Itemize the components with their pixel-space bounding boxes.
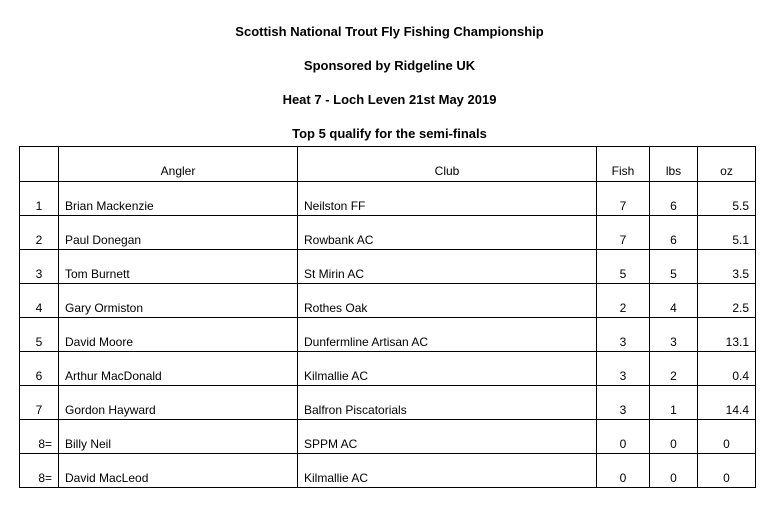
oz-cell: 3.5 [698, 250, 756, 284]
fish-cell: 0 [597, 420, 650, 454]
club-cell: Rothes Oak [298, 284, 597, 318]
page-title: Scottish National Trout Fly Fishing Championship [235, 24, 544, 39]
table-row [20, 284, 756, 318]
oz-cell: 5.1 [698, 216, 756, 250]
angler-cell: Arthur MacDonald [59, 352, 298, 386]
position-cell: 8= [20, 420, 59, 454]
column-header-angler: Angler [59, 147, 298, 182]
lbs-cell: 5 [650, 250, 698, 284]
position-cell: 2 [20, 216, 59, 250]
position-cell: 4 [20, 284, 59, 318]
club-cell: SPPM AC [298, 420, 597, 454]
lbs-cell: 4 [650, 284, 698, 318]
club-cell: Rowbank AC [298, 216, 597, 250]
position-cell: 3 [20, 250, 59, 284]
table-row [20, 318, 756, 352]
club-cell: Neilston FF [298, 182, 597, 216]
column-header-oz: oz [698, 147, 756, 182]
lbs-cell: 6 [650, 216, 698, 250]
oz-cell: 5.5 [698, 182, 756, 216]
position-cell: 5 [20, 318, 59, 352]
table-row [20, 216, 756, 250]
fish-cell: 2 [597, 284, 650, 318]
fish-cell: 7 [597, 216, 650, 250]
table-row [20, 454, 756, 488]
position-cell: 6 [20, 352, 59, 386]
oz-cell: 0 [698, 420, 756, 454]
oz-cell: 13.1 [698, 318, 756, 352]
oz-cell: 2.5 [698, 284, 756, 318]
lbs-cell: 3 [650, 318, 698, 352]
column-header-lbs: lbs [650, 147, 698, 182]
lbs-cell: 2 [650, 352, 698, 386]
angler-cell: Billy Neil [59, 420, 298, 454]
sponsor-line: Sponsored by Ridgeline UK [303, 58, 476, 73]
results-table [19, 146, 756, 488]
table-row [20, 250, 756, 284]
position-cell: 1 [20, 182, 59, 216]
oz-cell: 14.4 [698, 386, 756, 420]
club-cell: Kilmallie AC [298, 352, 597, 386]
lbs-cell: 6 [650, 182, 698, 216]
lbs-cell: 0 [650, 454, 698, 488]
angler-cell: David MacLeod [59, 454, 298, 488]
angler-cell: Paul Donegan [59, 216, 298, 250]
angler-cell: Brian Mackenzie [59, 182, 298, 216]
column-header-club: Club [298, 147, 597, 182]
fish-cell: 0 [597, 454, 650, 488]
table-row [20, 386, 756, 420]
table-row [20, 182, 756, 216]
position-cell: 8= [20, 454, 59, 488]
angler-cell: Tom Burnett [59, 250, 298, 284]
fish-cell: 3 [597, 318, 650, 352]
fish-cell: 7 [597, 182, 650, 216]
club-cell: Dunfermline Artisan AC [298, 318, 597, 352]
heat-line: Heat 7 - Loch Leven 21st May 2019 [282, 92, 497, 107]
table-row [20, 420, 756, 454]
table-header-row [20, 147, 756, 182]
qualify-note: Top 5 qualify for the semi-finals [292, 126, 487, 141]
club-cell: Balfron Piscatorials [298, 386, 597, 420]
table-row [20, 352, 756, 386]
angler-cell: Gary Ormiston [59, 284, 298, 318]
fish-cell: 5 [597, 250, 650, 284]
lbs-cell: 0 [650, 420, 698, 454]
angler-cell: Gordon Hayward [59, 386, 298, 420]
lbs-cell: 1 [650, 386, 698, 420]
club-cell: St Mirin AC [298, 250, 597, 284]
column-header-position [20, 147, 59, 182]
oz-cell: 0.4 [698, 352, 756, 386]
oz-cell: 0 [698, 454, 756, 488]
fish-cell: 3 [597, 352, 650, 386]
column-header-fish: Fish [597, 147, 650, 182]
angler-cell: David Moore [59, 318, 298, 352]
fish-cell: 3 [597, 386, 650, 420]
club-cell: Kilmallie AC [298, 454, 597, 488]
position-cell: 7 [20, 386, 59, 420]
